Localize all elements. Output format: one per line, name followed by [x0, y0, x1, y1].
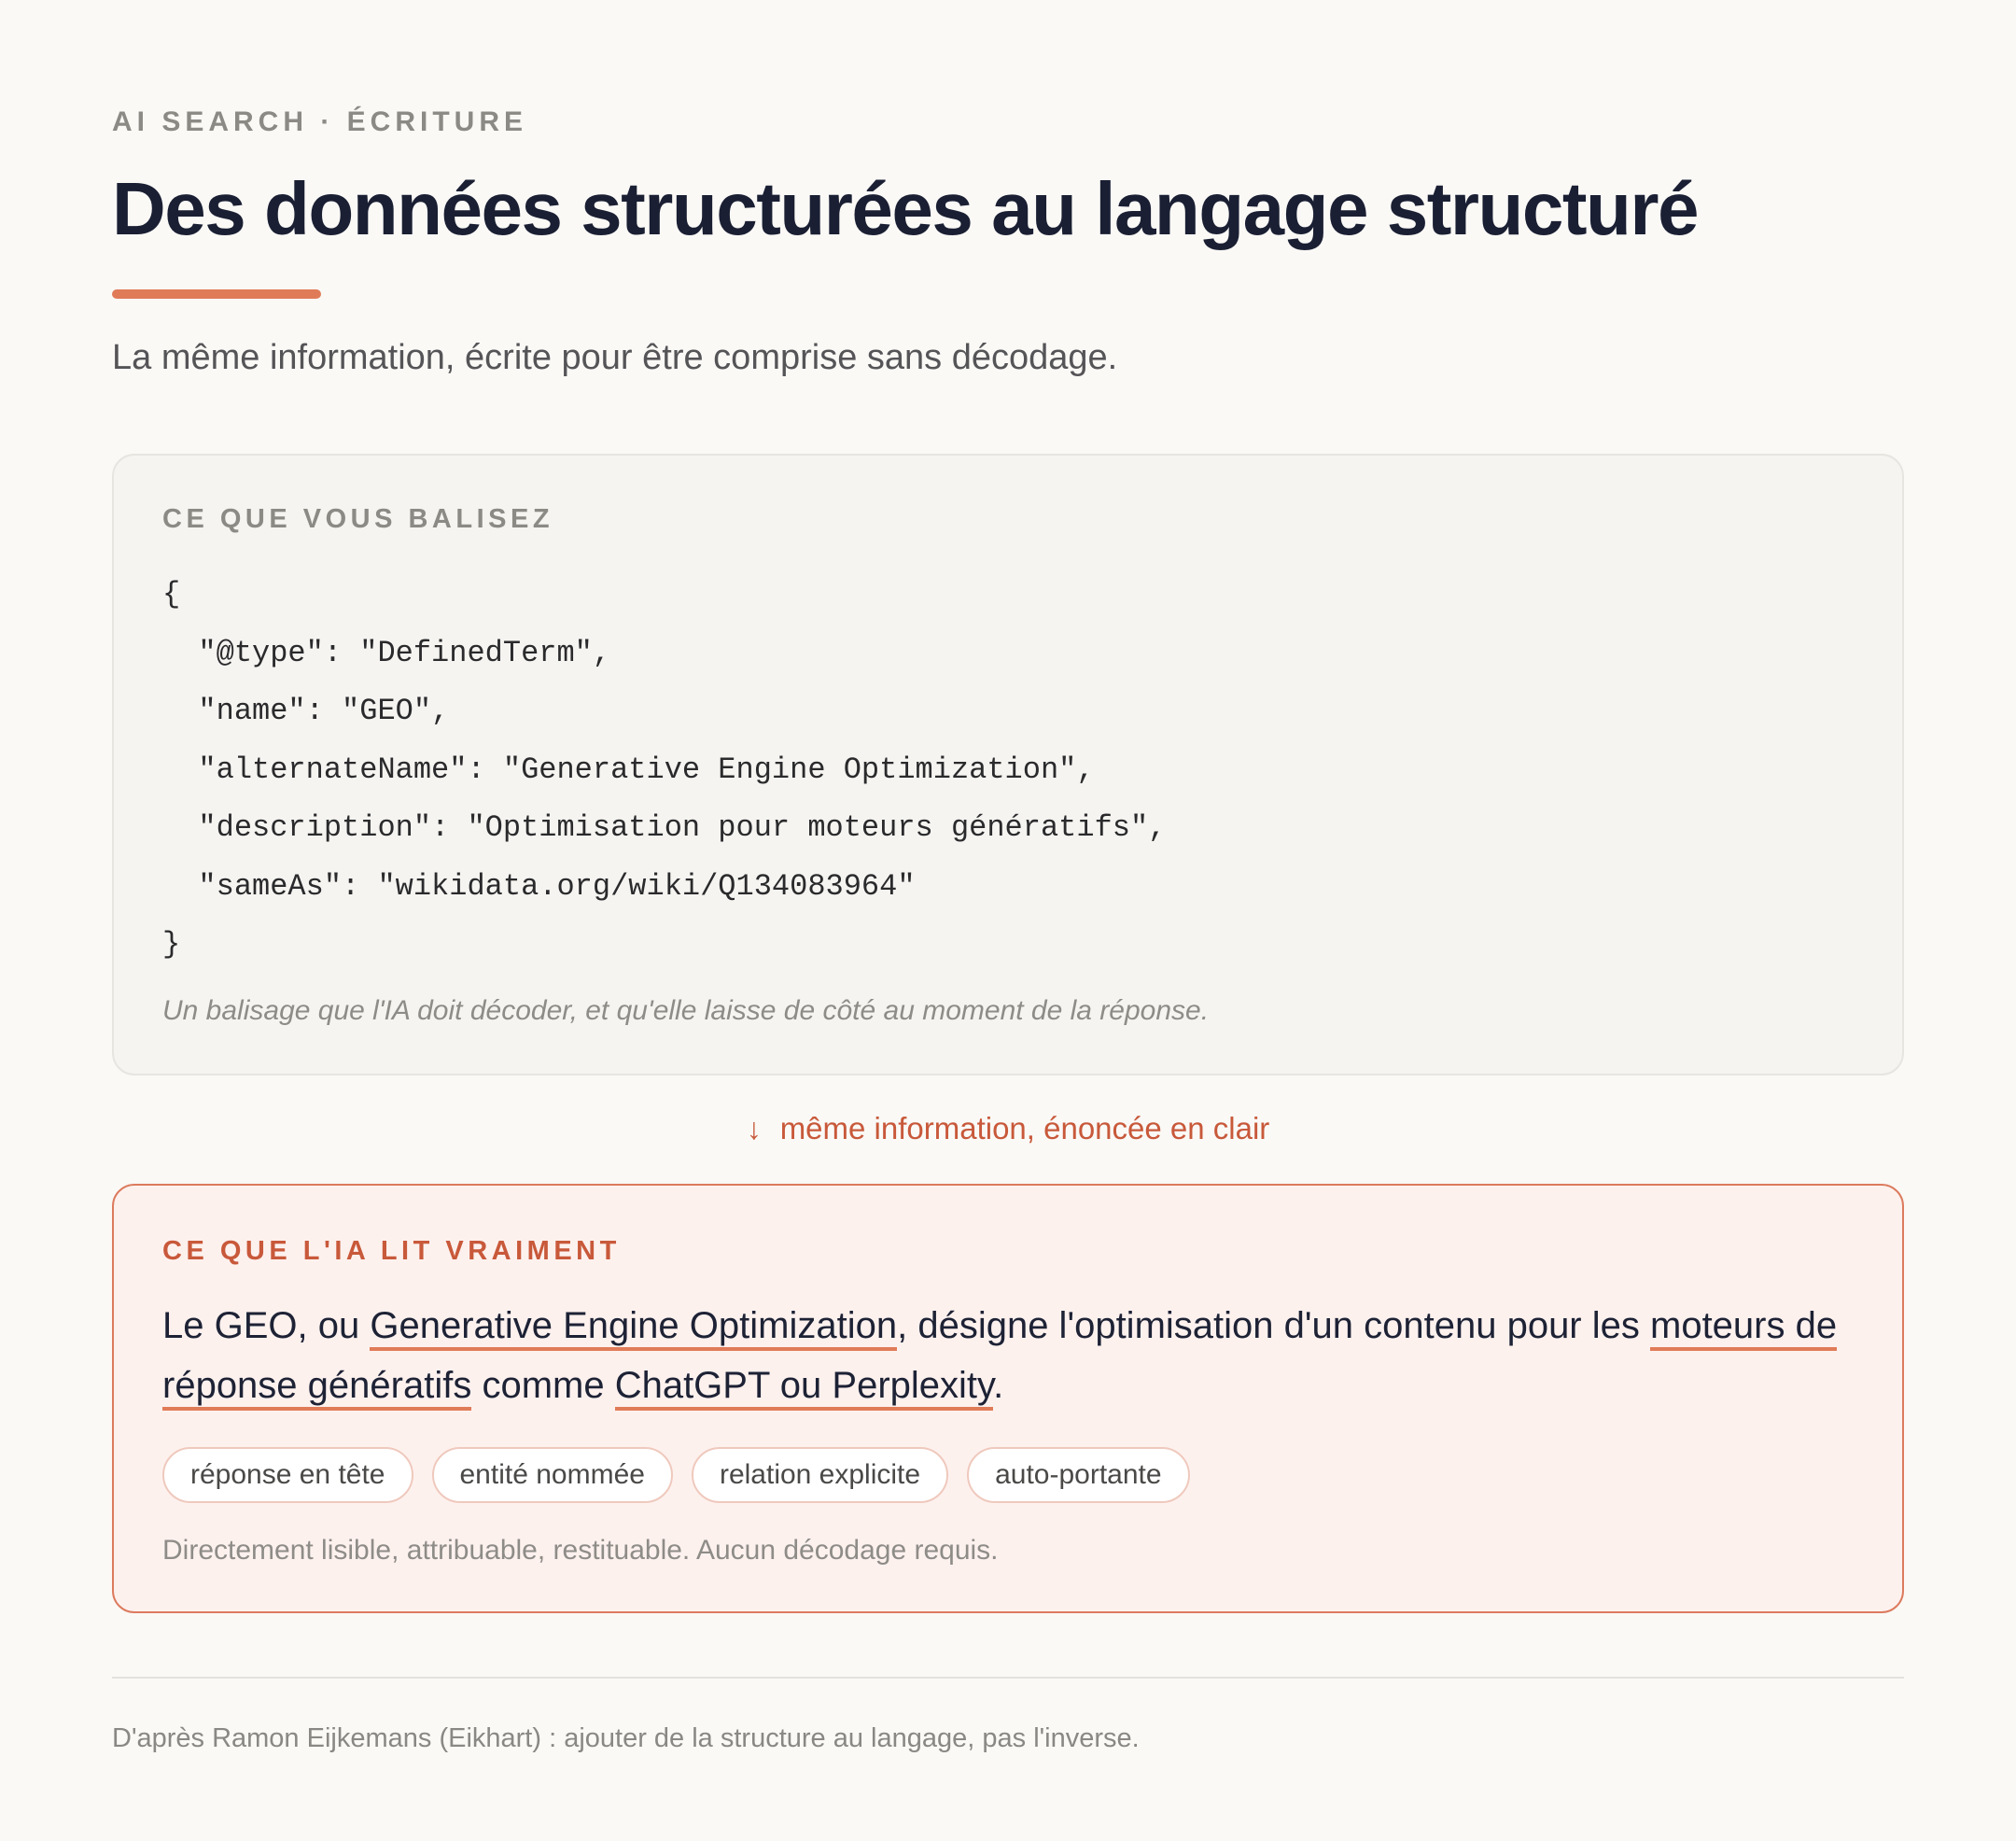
- json-ld-code-block: [162, 566, 1166, 975]
- chip-relation-explicite: relation explicite: [692, 1447, 948, 1503]
- transition-connector: [112, 1111, 1904, 1146]
- code-line: "alternateName": "Generative Engine Optimization",: [162, 752, 1095, 787]
- chip-auto-portante: auto-portante: [967, 1447, 1189, 1503]
- markup-card-label: CE QUE VOUS BALISEZ: [162, 504, 554, 534]
- connector-label: même information, énoncée en clair: [779, 1111, 1270, 1145]
- code-line: "name": "GEO",: [162, 694, 450, 728]
- title-accent-bar: [112, 289, 321, 299]
- footer-attribution: D'après Ramon Eijkemans (Eikhart) : ajouter de la structure au langage, pas l'inverse.: [112, 1723, 1140, 1753]
- ai-card-caption: Directement lisible, attribuable, restituable. Aucun décodage requis.: [162, 1535, 999, 1566]
- ai-card-label: CE QUE L'IA LIT VRAIMENT: [162, 1236, 621, 1266]
- markup-card-caption: Un balisage que l'IA doit décoder, et qu'elle laisse de côté au moment de la réponse.: [162, 995, 1210, 1026]
- section-kicker: AI SEARCH · ÉCRITURE: [112, 106, 528, 137]
- highlight-entity: moteurs de réponse génératifs: [162, 1305, 1837, 1411]
- page-title: Des données structurées au langage structuré: [112, 167, 1698, 250]
- chip-reponse-en-tete: réponse en tête: [162, 1447, 413, 1503]
- highlight-entity: ChatGPT ou Perplexity: [615, 1365, 993, 1411]
- statement-text: , désigne l'optimisation d'un contenu pour les: [897, 1305, 1650, 1346]
- statement-text: Le GEO, ou: [162, 1305, 371, 1346]
- markup-card: [112, 454, 1904, 1075]
- code-line: "description": "Optimisation pour moteurs génératifs",: [162, 810, 1167, 845]
- arrow-down-icon: ↓: [746, 1112, 762, 1145]
- page-subtitle: La même information, écrite pour être comprise sans décodage.: [112, 338, 1118, 377]
- property-chips: [162, 1447, 1190, 1503]
- ai-reading-card: [112, 1184, 1904, 1613]
- statement-text: .: [993, 1365, 1004, 1406]
- code-line: "sameAs": "wikidata.org/wiki/Q134083964": [162, 868, 916, 904]
- code-line: {: [162, 577, 181, 611]
- footer-divider: [112, 1677, 1904, 1679]
- code-line: "@type": "DefinedTerm",: [162, 635, 611, 670]
- highlight-entity: Generative Engine Optimization: [370, 1305, 897, 1351]
- code-line: }: [162, 927, 181, 962]
- chip-entite-nommee: entité nommée: [432, 1447, 673, 1503]
- statement-text: comme: [471, 1365, 615, 1406]
- plain-language-statement: [162, 1296, 1861, 1415]
